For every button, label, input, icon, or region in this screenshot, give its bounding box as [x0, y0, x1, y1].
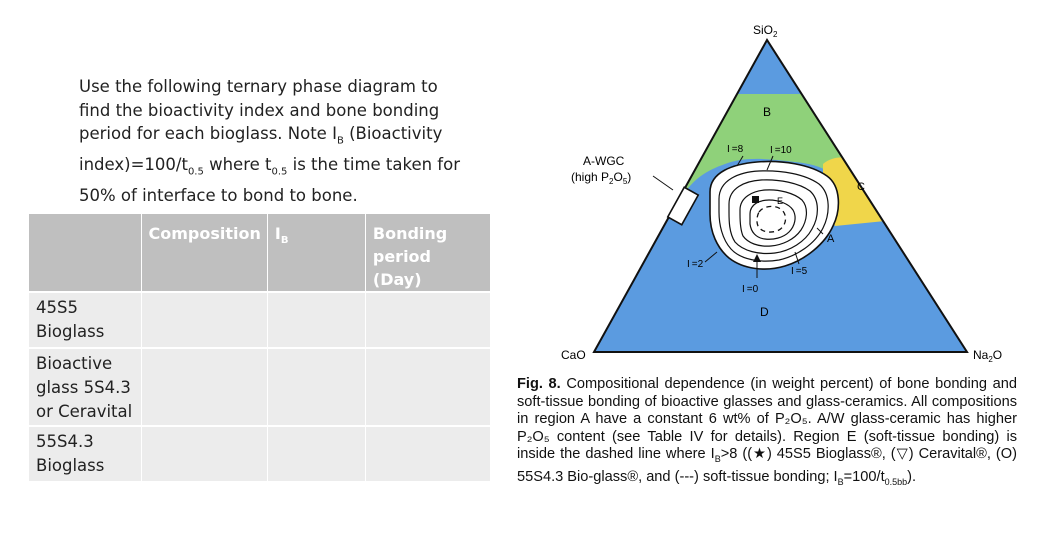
region-d-label: D	[760, 305, 769, 319]
row-label-45s5: 45S5 Bioglass	[29, 292, 141, 348]
region-a-label: A	[827, 233, 835, 245]
header-composition: Composition	[141, 214, 267, 292]
iso10-label: I =10	[770, 145, 792, 156]
region-c-label: C	[857, 181, 865, 193]
caption-body-2: >8 ((★) 45S5 Bioglass®, (▽) Ceravital®, (O) 55S4.3 Bio-glass®, and (---) soft-tissue bonding; I	[517, 446, 1018, 485]
instructions-line-4: $index)=100/t_{0.5}$ where $t_{0.5}$ is the time taken for	[79, 154, 460, 178]
awgc-label-2: (high $P_2O_5$)	[571, 170, 632, 186]
header-bonding-period: Bonding period (Day)	[365, 214, 490, 292]
ternary-diagram	[505, 14, 1045, 374]
figure-caption: Fig. 8. Compositional dependence (in weight percent) of bone bonding and soft-tissue bonding of bioactive glasses and glass-ceramics. All compositions in region A have a constant 6 wt% of P₂O₅. A/W glass-ceramic has higher P₂O₅ content (see Table IV for details). Region E (soft-tissue bonding) is inside the dashed line where $I_B>8$ ((★) 45S5 Bioglass®, (▽) Ceravital®, (O) 55S4.3 Bio-glass®, and (---) soft-tissue bonding; $I_B=100/t_{0.5bb}$).	[517, 376, 1018, 487]
marker-45s5	[752, 196, 759, 203]
vertex-left-label: CaO	[561, 348, 586, 362]
cell-bonding-period[interactable]	[365, 426, 490, 482]
table-header-row	[29, 214, 490, 292]
region-e-label: E	[777, 196, 784, 206]
cell-ib[interactable]	[267, 292, 365, 348]
table-row	[29, 292, 490, 348]
region-b-label: B	[763, 105, 772, 119]
cell-ib[interactable]	[267, 426, 365, 482]
vertex-top-label: SiO$_2$	[753, 23, 778, 39]
header-blank	[29, 214, 141, 292]
instructions-line-5: 50% of interface to bond to bone.	[79, 185, 358, 205]
iso5-label: I =5	[791, 266, 808, 277]
cell-composition[interactable]	[141, 292, 267, 348]
awgc-label-1: A-WGC	[583, 154, 625, 168]
row-label-55s43: 55S4.3 Bioglass	[29, 426, 141, 482]
caption-body-4: ).	[907, 468, 917, 485]
awgc-leader	[653, 176, 673, 190]
iso8-label: I =8	[727, 144, 744, 155]
cell-bonding-period[interactable]	[365, 348, 490, 426]
row-label-5s43: Bioactive glass 5S4.3 or Ceravital	[29, 348, 141, 426]
instructions-line-1: Use the following ternary phase diagram to	[79, 77, 438, 96]
instructions-text	[79, 75, 469, 207]
cell-composition[interactable]	[141, 348, 267, 426]
caption-fig-label: Fig. 8.	[517, 376, 561, 392]
caption-body-3: =100/t	[843, 468, 885, 485]
answer-table	[29, 214, 491, 483]
instructions-line-2: find the bioactivity index and bone bonding	[79, 100, 440, 120]
instructions-line-3: period for each bioglass. Note $I_B$ (Bioactivity	[79, 124, 443, 147]
cell-composition[interactable]	[141, 426, 267, 482]
vertex-right-label: $Na_2O$	[973, 348, 1003, 364]
cell-ib[interactable]	[267, 348, 365, 426]
iso0-label: I =0	[742, 284, 759, 295]
table-row	[29, 348, 490, 426]
table-row	[29, 426, 490, 482]
caption-body: Compositional dependence (in weight percent) of bone bonding and soft-tissue bonding of bioactive glasses and glass-ceramics. All compositions in region A have a constant 6 wt% of P₂O₅. A/W glass-ceramic has higher P₂O₅ content (see Table IV for details). Region E (soft-tissue bonding) is inside the dashed line where I	[517, 376, 1017, 463]
iso2-label: I =2	[687, 259, 704, 270]
ternary-figure	[505, 14, 1045, 534]
header-ib: $I_B$	[267, 214, 365, 292]
cell-bonding-period[interactable]	[365, 292, 490, 348]
